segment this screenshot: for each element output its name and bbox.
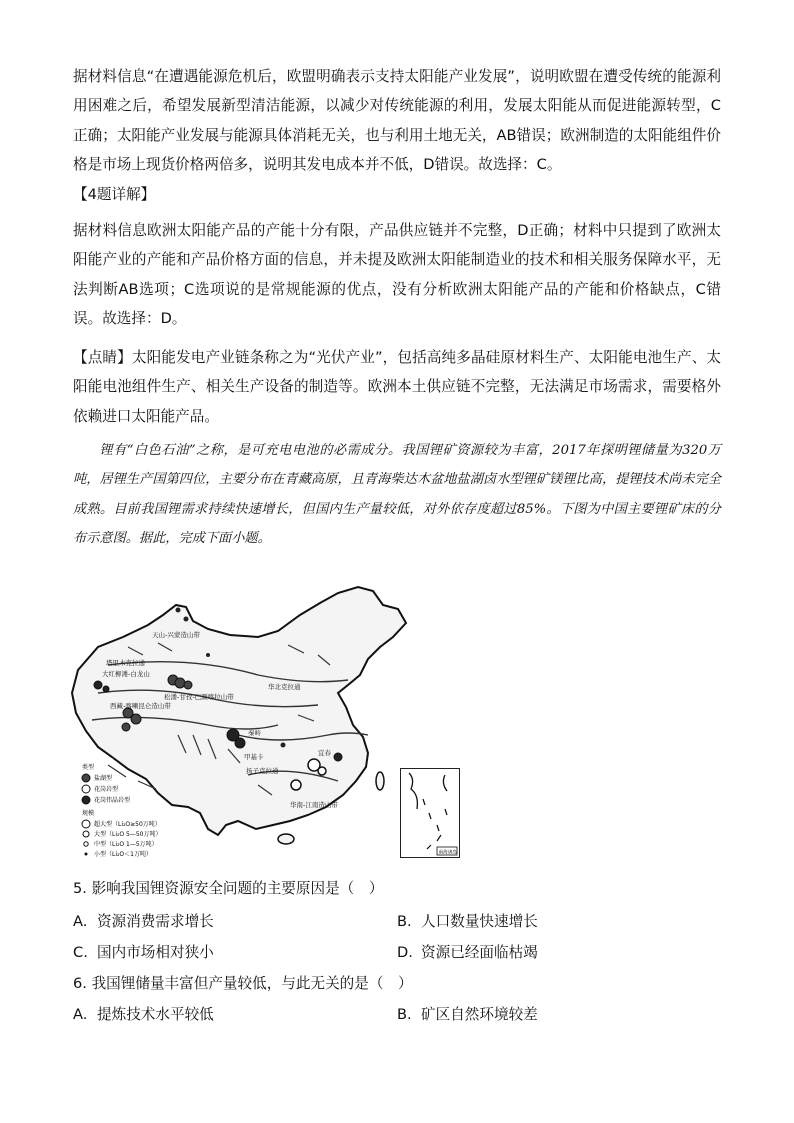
q5-option-d-letter: D. xyxy=(397,944,413,961)
legend-type-0: 盐湖型 xyxy=(94,775,113,782)
q6-option-b-letter: B. xyxy=(397,1006,412,1023)
legend-size-3: 小型（Li₂O＜1万吨） xyxy=(94,851,152,858)
q5-option-a-text: 资源消费需求增长 xyxy=(97,913,214,930)
deposit-pegmatite xyxy=(103,686,109,692)
explanation-q4: 据材料信息欧洲太阳能产品的产能十分有限，产品供应链并不完整，D正确；材料中只提到了欧洲太阳能产业的产能和产品价格方面的信息，并未提及欧洲太阳能制造业的技术和相关服务保障水平，无法判断AB选项；C选项说的是常规能源的优点，没有分析欧洲太阳能产品的产能和价格缺点，C错误。故选择：D。 xyxy=(73,222,721,328)
q6-option-b[interactable] xyxy=(397,1003,538,1024)
inset-label: 南海诸岛 xyxy=(438,850,457,856)
legend-size-0: 超大型（Li₂O≥50万吨） xyxy=(94,821,161,828)
label-huabei: 华北克拉通 xyxy=(268,683,301,691)
deposit-small xyxy=(206,653,210,657)
q5-option-d[interactable] xyxy=(397,941,538,962)
deposit-granite xyxy=(291,780,301,790)
legend-type-title: 类型 xyxy=(82,764,95,771)
q5-option-b-text: 人口数量快速增长 xyxy=(421,913,538,930)
label-kunlun1: 塔里木克拉通 xyxy=(106,659,145,667)
label-yangtze: 扬子克拉通 xyxy=(246,767,279,775)
q5-option-a[interactable] xyxy=(73,910,214,931)
label-kunlun2: 大红柳滩-白龙山 xyxy=(102,670,150,678)
deposit-small xyxy=(184,617,189,622)
label-tibet: 西藏-喀喇昆仑造山带 xyxy=(110,702,171,710)
label-nanling: 华南-江南造山带 xyxy=(290,801,338,809)
legend-type-2: 花岗伟晶岩型 xyxy=(94,797,131,804)
q6-option-a[interactable] xyxy=(73,1003,214,1024)
deposit-salt-lake xyxy=(184,681,192,689)
deposit-small xyxy=(281,743,286,748)
q6-option-b-text: 矿区自然环境较差 xyxy=(421,1006,538,1023)
q5-option-b-letter: B. xyxy=(397,913,412,930)
legend-size-title: 规模 xyxy=(82,810,95,817)
q6-option-a-text: 提炼技术水平较低 xyxy=(97,1006,214,1023)
label-yichun: 宜春 xyxy=(318,749,331,757)
q5-option-a-letter: A. xyxy=(73,913,88,930)
q5-option-b[interactable] xyxy=(397,910,538,931)
label-ganzi: 甲基卡 xyxy=(244,753,264,761)
deposit-salt-lake xyxy=(122,723,130,731)
deposit-salt-lake xyxy=(175,678,185,688)
deposit-salt-lake xyxy=(131,714,141,724)
deposit-small xyxy=(176,608,181,613)
label-qinling: 秦岭 xyxy=(248,729,261,737)
question-5-stem: 5. 影响我国锂资源安全问题的主要原因是（ ） xyxy=(73,880,384,897)
legend-size-2: 中型（Li₂O 1—5万吨） xyxy=(94,841,158,848)
deposit-granite xyxy=(318,767,326,775)
south-china-sea-inset xyxy=(400,768,460,858)
q5-option-c-text: 国内市场相对狭小 xyxy=(97,944,214,961)
deposit-pegmatite xyxy=(94,681,102,689)
label-songpan: 松潘-甘孜-巴颜喀拉山带 xyxy=(164,693,234,701)
deposit-pegmatite xyxy=(235,738,245,748)
material-paragraph: 锂有“白色石油”之称，是可充电电池的必需成分。我国锂矿资源较为丰富，2017年探明锂储量为320万吨，居锂生产国第四位，主要分布在青藏高原，且青海柴达木盆地盐湖卤水型锂矿镁锂比高，提锂技术尚未完全成熟。目前我国锂需求持续快速增长，但国内生产量较低，对外依存度超过85%。下图为中国主要锂矿床的分布示意图。据此，完成下面小题。 xyxy=(73,443,721,547)
question-6-stem: 6. 我国锂储量丰富但产量较低，与此无关的是（ ） xyxy=(73,975,413,992)
explanation-q3: 据材料信息“在遭遇能源危机后，欧盟明确表示支持太阳能产业发展”，说明欧盟在遭受传统的能源利用困难之后，希望发展新型清洁能源，以减少对传统能源的利用，发展太阳能从而促进能源转型，C正确；太阳能产业发展与能源具体消耗无关，也与利用土地无关，AB错误；欧洲制造的太阳能组件价格是市场上现货价格两倍多，说明其发电成本并不低，D错误。故选择：C。 xyxy=(73,68,721,174)
q6-option-a-letter: A. xyxy=(73,1006,88,1023)
taiwan-island xyxy=(376,772,384,790)
detail-heading-q4: 【4题详解】 xyxy=(73,186,156,203)
dianjing-note: 【点睛】太阳能发电产业链条称之为“光伏产业”，包括高纯多晶硅原材料生产、太阳能电池生产、太阳能电池组件生产、相关生产设备的制造等。欧洲本土供应链不完整，无法满足市场需求，需要格外依赖进口太阳能产品。 xyxy=(73,349,721,425)
lithium-deposit-map xyxy=(68,585,408,860)
q5-option-d-text: 资源已经面临枯竭 xyxy=(421,944,538,961)
label-tianshan: 天山-兴蒙造山带 xyxy=(152,631,200,639)
deposit-pegmatite xyxy=(334,753,342,761)
q5-option-c-letter: C. xyxy=(73,944,88,961)
legend-type-1: 花岗岩型 xyxy=(94,786,119,793)
legend-size-1: 大型（Li₂O 5—50万吨） xyxy=(94,831,162,838)
q5-option-c[interactable] xyxy=(73,941,214,962)
hainan-island xyxy=(278,834,294,844)
